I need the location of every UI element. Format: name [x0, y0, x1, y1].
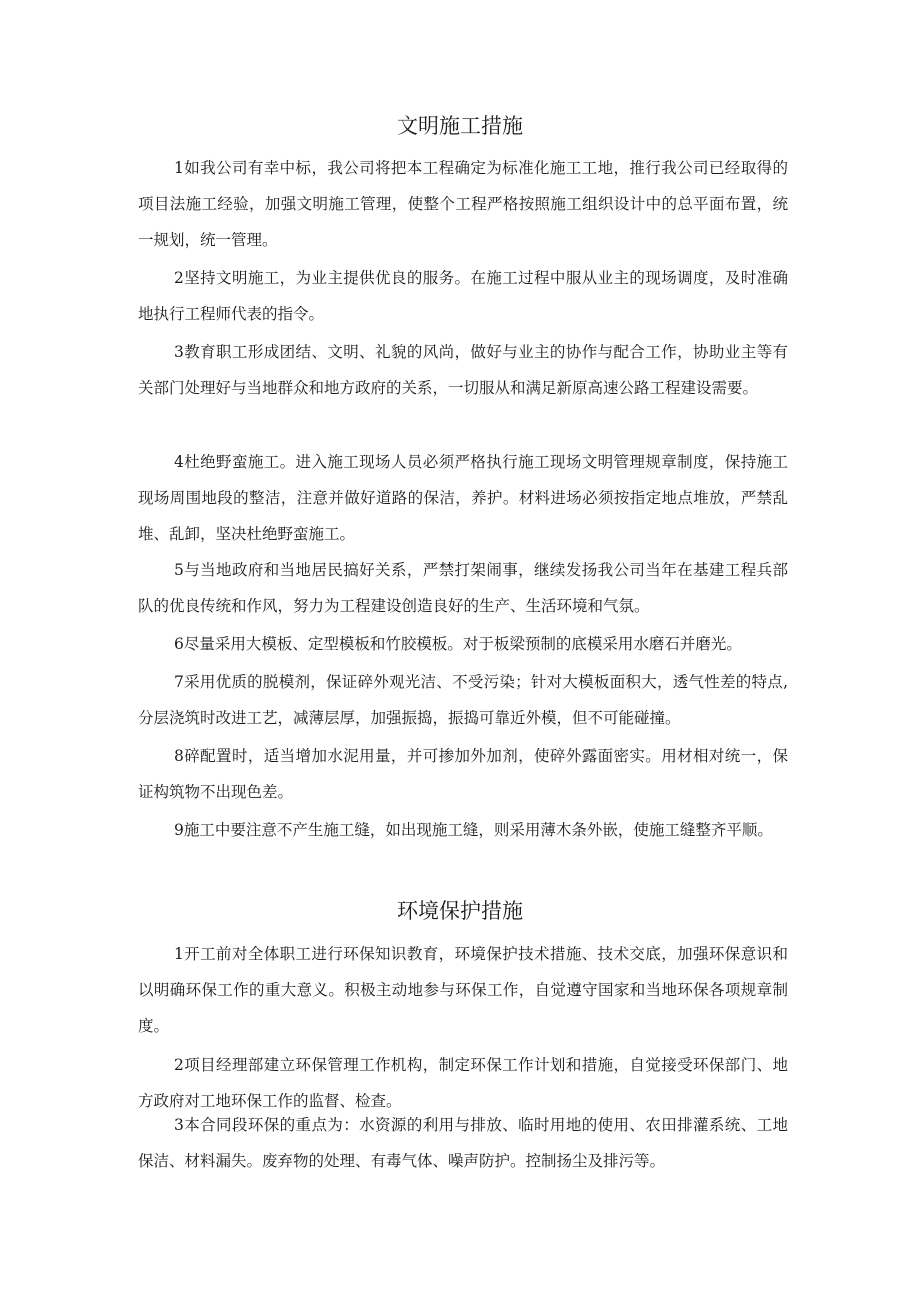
paragraph-environment-1: 1开工前对全体职工进行环保知识教育，环境保护技术措施、技术交底，加强环保意识和以明确环保工作的重大意义。积极主动地参与环保工作，自觉遵守国家和当地环保各项规章制度。 [138, 945, 788, 1035]
paragraph-civilized-2: 2坚持文明施工，为业主提供优良的服务。在施工过程中服从业主的现场调度，及时准确地执行工程师代表的指令。 [138, 269, 788, 323]
paragraph-civilized-5: 5与当地政府和当地居民搞好关系，严禁打架闹事，继续发扬我公司当年在基建工程兵部队的优良传统和作风，努力为工程建设创造良好的生产、生活环境和气氛。 [138, 561, 788, 615]
paragraph-environment-2: 2项目经理部建立环保管理工作机构，制定环保工作计划和措施，自觉接受环保部门、地方政府对工地环保工作的监督、检查。 [138, 1056, 788, 1110]
paragraph-civilized-7: 7采用优质的脱模剂，保证碎外观光洁、不受污染；针对大模板面积大，透气性差的特点,分层浇筑时改进工艺，减薄层厚，加强振捣，振捣可靠近外模，但不可能碰撞。 [138, 673, 788, 727]
paragraph-civilized-1: 1如我公司有幸中标，我公司将把本工程确定为标准化施工工地，推行我公司已经取得的项目法施工经验，加强文明施工管理，使整个工程严格按照施工组织设计中的总平面布置，统一规划，统一管理。 [138, 159, 788, 249]
paragraph-civilized-8: 8碎配置时，适当增加水泥用量，并可掺加外加剂，使碎外露面密实。用材相对统一，保证构筑物不出现色差。 [138, 747, 788, 801]
paragraph-environment-3: 3本合同段环保的重点为：水资源的利用与排放、临时用地的使用、农田排灌系统、工地保洁、材料漏失。废弃物的处理、有毒气体、噪声防护。控制扬尘及排污等。 [138, 1116, 788, 1170]
paragraph-civilized-4: 4杜绝野蛮施工。进入施工现场人员必须严格执行施工现场文明管理规章制度，保持施工现场周围地段的整洁，注意并做好道路的保洁，养护。材料进场必须按指定地点堆放，严禁乱堆、乱卸，坚决杜绝野蛮施工。 [138, 453, 788, 543]
section-title-environmental-protection: 环境保护措施 [397, 899, 523, 923]
paragraph-civilized-6: 6尽量采用大模板、定型模板和竹胶模板。对于板梁预制的底模采用水磨石并磨光。 [174, 635, 742, 653]
section-title-civilized-construction: 文明施工措施 [397, 114, 523, 138]
paragraph-civilized-9: 9施工中要注意不产生施工缝，如出现施工缝，则采用薄木条外嵌，使施工缝整齐平顺。 [174, 821, 773, 839]
paragraph-civilized-3: 3教育职工形成团结、文明、礼貌的风尚，做好与业主的协作与配合工作，协助业主等有关部门处理好与当地群众和地方政府的关系，一切服从和满足新原高速公路工程建设需要。 [138, 343, 788, 397]
